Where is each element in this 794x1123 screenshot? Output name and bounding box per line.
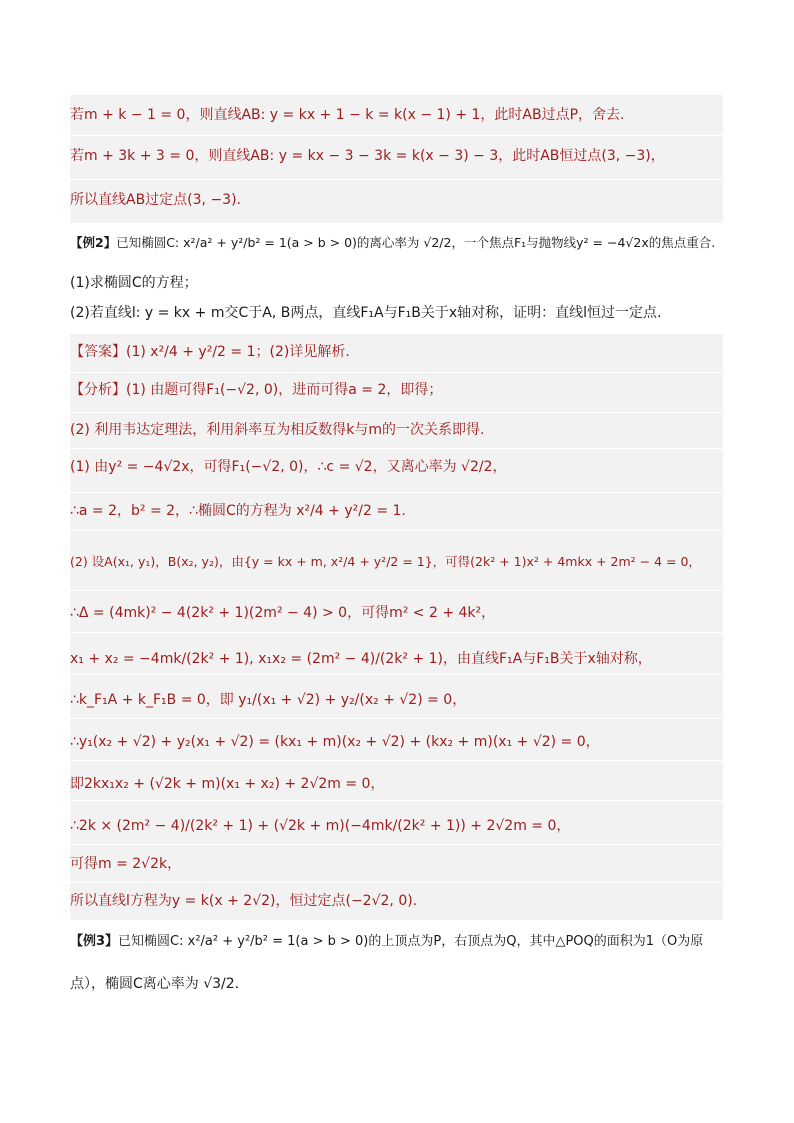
solution-line: ∴Δ = (4mk)² − 4(2k² + 1)(2m² − 4) > 0，可得m² < 2 + 4k²，	[70, 605, 496, 621]
solution-line: 可得m = 2√2k，	[70, 856, 182, 872]
problem-text: 已知椭圆C: x²/a² + y²/b² = 1(a > b > 0)的离心率为 √2/2，一个焦点F₁与抛物线y² = −4√2x的焦点重合.	[116, 235, 716, 250]
divider	[70, 448, 723, 449]
analysis-line: (2) 利用韦达定理法，利用斜率互为相反数得k与m的一次关系即得.	[70, 422, 485, 438]
solution-line: 即2kx₁x₂ + (√2k + m)(x₁ + x₂) + 2√2m = 0，	[70, 776, 385, 792]
example-2-problem	[70, 225, 723, 330]
problem-text: 已知椭圆C: x²/a² + y²/b² = 1(a > b > 0)的上顶点为P，右顶点为Q，其中△POQ的面积为1（O为原	[118, 934, 704, 949]
divider	[70, 882, 723, 883]
analysis-line: 【分析】(1) 由题可得F₁(−√2, 0)，进而可得a = 2，即得；	[70, 382, 443, 398]
divider	[70, 590, 723, 591]
divider	[70, 760, 723, 761]
divider	[70, 844, 723, 845]
solution-line: 所以直线l方程为y = k(x + 2√2)，恒过定点(−2√2, 0).	[70, 893, 418, 909]
example-3-stem	[70, 932, 723, 952]
solution-box	[70, 334, 723, 920]
example-label: 【例2】	[70, 235, 117, 250]
divider	[70, 135, 723, 136]
example-2-stem	[70, 233, 723, 253]
example-label: 【例3】	[70, 934, 119, 949]
divider	[70, 492, 723, 493]
question-2: (2)若直线l: y = kx + m交C于A, B两点，直线F₁A与F₁B关于x轴对称，证明：直线l恒过一定点.	[70, 305, 662, 321]
solution-line: ∴k_F₁A + k_F₁B = 0，即 y₁/(x₁ + √2) + y₂/(x₂ + √2) = 0，	[70, 692, 467, 708]
example-3-problem	[70, 924, 723, 1014]
solution-line: ∴y₁(x₂ + √2) + y₂(x₁ + √2) = (kx₁ + m)(x₂ + √2) + (kx₂ + m)(x₁ + √2) = 0，	[70, 734, 600, 750]
divider	[70, 372, 723, 373]
divider	[70, 718, 723, 719]
solution-line: 所以直线AB过定点(3, −3).	[70, 192, 242, 208]
solution-line: ∴2k × (2m² − 4)/(2k² + 1) + (√2k + m)(−4mk/(2k² + 1)) + 2√2m = 0，	[70, 818, 571, 834]
prev-solution-box	[70, 95, 723, 223]
divider	[70, 632, 723, 633]
solution-line: 若m + k − 1 = 0，则直线AB: y = kx + 1 − k = k(x − 1) + 1，此时AB过点P，舍去.	[70, 107, 625, 123]
question-1: (1)求椭圆C的方程；	[70, 275, 198, 291]
divider	[70, 800, 723, 801]
problem-text-continued: 点），椭圆C离心率为 √3/2.	[70, 976, 240, 992]
solution-line: 若m + 3k + 3 = 0，则直线AB: y = kx − 3 − 3k = k(x − 3) − 3，此时AB恒过点(3, −3)，	[70, 148, 665, 164]
divider	[70, 530, 723, 531]
solution-line: x₁ + x₂ = −4mk/(2k² + 1), x₁x₂ = (2m² − 4)/(2k² + 1)，由直线F₁A与F₁B关于x轴对称，	[70, 651, 652, 667]
answer-line: 【答案】(1) x²/4 + y²/2 = 1；(2)详见解析.	[70, 344, 350, 360]
solution-line: (1) 由y² = −4√2x，可得F₁(−√2, 0)，∴c = √2，又离心率为 √2/2，	[70, 459, 507, 475]
divider	[70, 412, 723, 413]
solution-line: ∴a = 2，b² = 2，∴椭圆C的方程为 x²/4 + y²/2 = 1.	[70, 503, 406, 519]
divider	[70, 674, 723, 675]
solution-line: (2) 设A(x₁, y₁)，B(x₂, y₂)，由{y = kx + m, x²/4 + y²/2 = 1}，可得(2k² + 1)x² + 4mkx + 2m² − 4 = 0，	[70, 554, 701, 569]
divider	[70, 179, 723, 180]
